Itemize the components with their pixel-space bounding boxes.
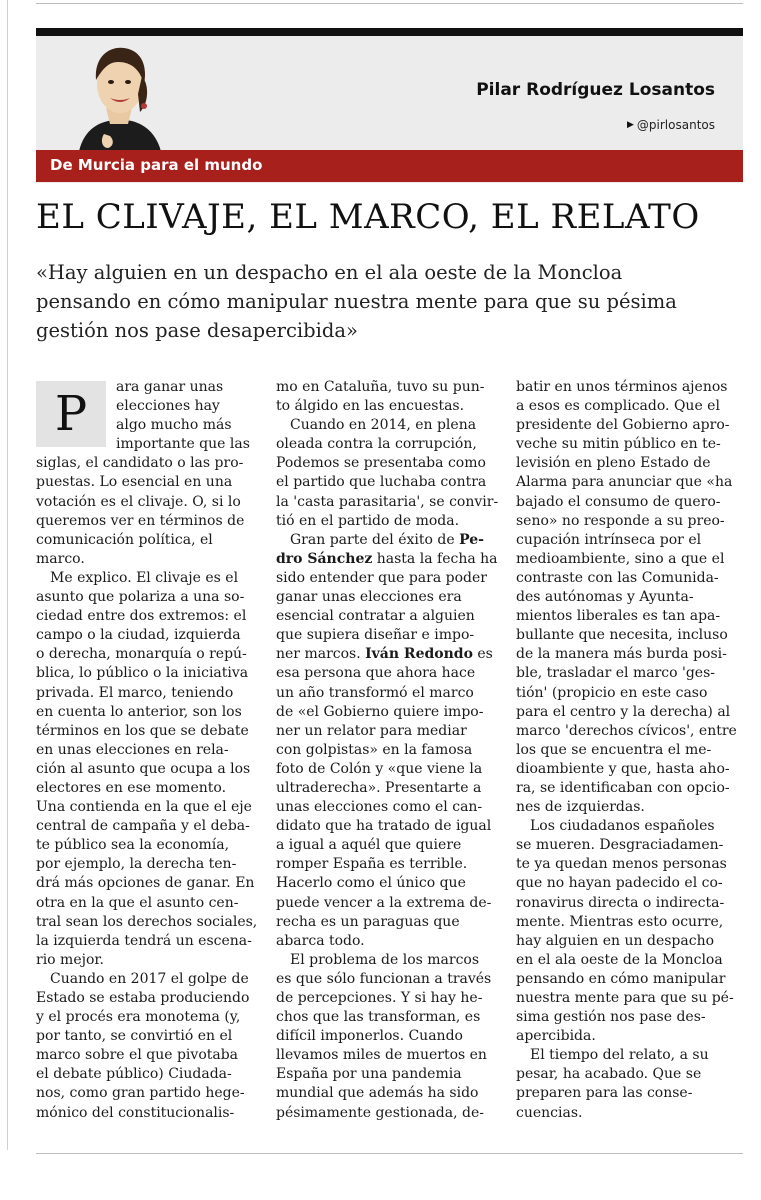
text-line: marco. — [36, 550, 85, 567]
bottom-rule — [36, 1153, 743, 1154]
text-line: que supiera diseñar e impo- — [276, 627, 475, 644]
text-line: chos que las transforman, es — [276, 1009, 481, 1026]
text-line: Hacerlo como el único que — [276, 875, 466, 892]
text-line: Una contienda en la que el eje — [36, 799, 252, 816]
text-line: la 'casta parasitaria', se convir- — [276, 493, 499, 510]
text-line: Me explico. El clivaje es el — [50, 569, 239, 586]
text-line: bajado el consumo de quero- — [516, 493, 721, 510]
text-line: en el ala oeste de la Moncloa — [516, 951, 723, 968]
text-line: nuestra mente para que su pé- — [516, 990, 734, 1006]
text-line: España por una pandemia — [276, 1066, 462, 1083]
text-line: pesar, ha acabado. Que se — [516, 1066, 702, 1083]
text-line: puestas. Lo esencial en una — [36, 474, 233, 491]
section-label: De Murcia para el mundo — [50, 156, 263, 174]
text-line: ronavirus directa o indirecta- — [516, 894, 725, 911]
headline: EL CLIVAJE, EL MARCO, EL RELATO — [36, 197, 700, 237]
text-line: ra, se identificaban con opcio- — [516, 779, 730, 796]
text-line: tió en el partido de moda. — [276, 512, 460, 529]
text-line: oleada contra la corrupción, — [276, 436, 477, 453]
text-line: to álgido en las encuestas. — [276, 398, 465, 415]
text-line: ner un relator para mediar — [276, 722, 467, 739]
text-line: pésimamente gestionada, de- — [276, 1104, 484, 1121]
text-line: veche su mitin público en te- — [516, 436, 721, 453]
text-line: de percepciones. Y si hay he- — [276, 990, 483, 1006]
text-line: tión' (propicio en este caso — [516, 684, 708, 701]
author-name: Pilar Rodríguez Losantos — [476, 80, 715, 100]
text-line: unas elecciones como el can- — [276, 799, 483, 816]
text-line: de la manera más burda posi- — [516, 646, 727, 663]
text-line: marco 'derechos cívicos', entre — [516, 722, 737, 739]
text-line: por tanto, se convirtió en el — [36, 1028, 233, 1045]
text-line: difícil imponerlos. Cuando — [276, 1028, 463, 1045]
text-line: asunto que polariza a una so- — [36, 589, 245, 606]
text-line: en unas elecciones en rela- — [36, 741, 229, 758]
text-line: los que se encuentra el me- — [516, 741, 712, 758]
deck-line: «Hay alguien en un despacho en el ala oeste de la Moncloa — [36, 261, 623, 284]
text-line: hay alguien en un despacho — [516, 932, 715, 949]
text-line: nes de izquierdas. — [516, 799, 645, 816]
text-line: drá más opciones de ganar. En — [36, 875, 255, 892]
text-line: llevamos miles de muertos en — [276, 1047, 487, 1064]
text-line: ara ganar unas — [116, 379, 224, 395]
text-line: a esos es complicado. Que el — [516, 398, 720, 415]
text-line: ganar unas elecciones era — [276, 589, 462, 606]
text-line: mientos liberales es tan apa- — [516, 608, 721, 625]
text-line: rio mejor. — [36, 951, 104, 968]
text-line: dioambiente y que, hasta aho- — [516, 760, 730, 777]
text-line: des autónomas y Ayunta- — [516, 589, 694, 606]
text-line: romper España es terrible. — [276, 856, 468, 873]
text-line: es que sólo funcionan a través — [276, 970, 492, 987]
text-line: el debate público) Ciudada- — [36, 1066, 232, 1083]
section-bar — [36, 150, 743, 182]
text-line: por ejemplo, la derecha ten- — [36, 856, 237, 873]
text-line: que no hayan padecido el co- — [516, 875, 723, 892]
text-line: el partido que luchaba contra — [276, 474, 487, 491]
text-line: esencial contratar a alguien — [276, 608, 475, 625]
top-rule — [36, 3, 743, 4]
text-line: Podemos se presentaba como — [276, 455, 486, 472]
text-line: levisión en pleno Estado de — [516, 455, 711, 472]
text-line: bullante que necesita, incluso — [516, 627, 728, 644]
text-line: Cuando en 2014, en plena — [290, 417, 477, 434]
text-line: sima gestión nos pase des- — [516, 1009, 706, 1026]
article-column-3 — [516, 378, 741, 1123]
text-line: didato que ha tratado de igual — [276, 818, 492, 835]
text-line: electores en ese momento. — [36, 779, 227, 796]
text-line: apercibida. — [516, 1028, 596, 1045]
text-line: marco sobre el que pivotaba — [36, 1047, 239, 1064]
text-line: nos, como gran partido hege- — [36, 1085, 245, 1102]
text-line: ble, trasladar el marco 'ges- — [516, 665, 716, 682]
text-line: dro Sánchez hasta la fecha ha — [276, 550, 498, 567]
text-line: puede vencer a la extrema de- — [276, 894, 492, 911]
text-line: para el centro y la derecha) al — [516, 703, 731, 720]
text-line: siglas, el candidato o las pro- — [36, 455, 244, 472]
text-line: El tiempo del relato, a su — [530, 1047, 709, 1064]
text-line: Gran parte del éxito de Pe- — [290, 531, 484, 548]
text-line: ultraderecha». Presentarte a — [276, 779, 482, 796]
text-line: privada. El marco, teniendo — [36, 684, 234, 701]
author-portrait-illustration — [74, 44, 164, 156]
text-line: queremos ver en términos de — [36, 512, 245, 529]
text-line: ner marcos. Iván Redondo es — [276, 646, 493, 663]
text-line: a igual a aquél que quiere — [276, 837, 462, 854]
twitter-handle-text: @pirlosantos — [636, 118, 715, 132]
text-line: sido entender que para poder — [276, 569, 487, 586]
text-line: y el procés era monotema (y, — [36, 1009, 241, 1026]
text-line: tral sean los derechos sociales, — [36, 913, 258, 930]
text-line: esa persona que ahora hace — [276, 665, 476, 682]
deck-quote — [36, 258, 736, 345]
dropcap-box — [36, 381, 106, 447]
text-line: blica, lo público o la iniciativa — [36, 665, 249, 682]
article-column-2 — [276, 378, 501, 1123]
play-arrow-icon: ▶ — [627, 120, 634, 130]
text-line: términos en los que se debate — [36, 722, 249, 739]
text-line: Los ciudadanos españoles — [530, 818, 715, 835]
text-line: o derecha, monarquía o repú- — [36, 646, 247, 663]
text-line: pensando en cómo manipular — [516, 970, 726, 987]
text-line: te ya quedan menos personas — [516, 856, 727, 873]
text-line: El problema de los marcos — [290, 951, 480, 968]
text-line: ciedad entre dos extremos: el — [36, 608, 247, 625]
text-line: preparen para las conse- — [516, 1085, 693, 1102]
text-line: ción al asunto que ocupa a los — [36, 760, 251, 777]
text-line: de «el Gobierno quiere impo- — [276, 703, 484, 720]
text-line: campo o la ciudad, izquierda — [36, 627, 241, 644]
page-edge-line — [7, 0, 8, 1150]
text-line: elecciones hay — [116, 398, 220, 415]
deck-line: gestión nos pase desapercibida» — [36, 319, 358, 342]
text-line: mente. Mientras esto ocurre, — [516, 913, 724, 930]
text-line: contraste con las Comunida- — [516, 569, 719, 586]
text-line: abarca todo. — [276, 932, 365, 949]
text-line: seno» no responde a su preo- — [516, 512, 725, 529]
text-line: cupación intrínseca por el — [516, 531, 702, 548]
text-line: mónico del constitucionalis- — [36, 1104, 235, 1121]
text-line: mundial que además ha sido — [276, 1085, 479, 1102]
text-line: te público sea la economía, — [36, 837, 230, 854]
text-line: presidente del Gobierno apro- — [516, 417, 730, 434]
text-line: votación es el clivaje. O, si lo — [36, 493, 241, 510]
deck-line: pensando en cómo manipular nuestra mente para que su pésima — [36, 290, 677, 313]
text-line: importante que las — [116, 436, 250, 453]
text-line: Cuando en 2017 el golpe de — [50, 970, 249, 987]
text-line: un año transformó el marco — [276, 684, 474, 701]
text-line: la izquierda tendrá un escena- — [36, 932, 252, 949]
dropcap: P — [54, 386, 88, 442]
text-line: mo en Cataluña, tuvo su pun- — [276, 379, 485, 395]
twitter-handle[interactable] — [627, 118, 715, 132]
text-line: comunicación política, el — [36, 531, 213, 548]
text-line: se mueren. Desgraciadamen- — [516, 837, 724, 854]
text-line: medioambiente, sino a que el — [516, 550, 725, 567]
text-line: Alarma para anunciar que «ha — [516, 474, 733, 491]
text-line: otra en la que el asunto cen- — [36, 894, 239, 911]
text-line: Estado se estaba produciendo — [36, 990, 250, 1006]
text-line: algo mucho más — [116, 417, 232, 434]
text-line: en cuenta lo anterior, son los — [36, 703, 242, 720]
text-line: batir en unos términos ajenos — [516, 379, 728, 395]
text-line: recha es un paraguas que — [276, 913, 460, 930]
article-column-1 — [36, 378, 261, 1123]
text-line: con golpistas» en la famosa — [276, 741, 473, 758]
text-line: central de campaña y el deba- — [36, 818, 250, 835]
text-line: cuencias. — [516, 1104, 583, 1121]
text-line: foto de Colón y «que viene la — [276, 760, 483, 777]
